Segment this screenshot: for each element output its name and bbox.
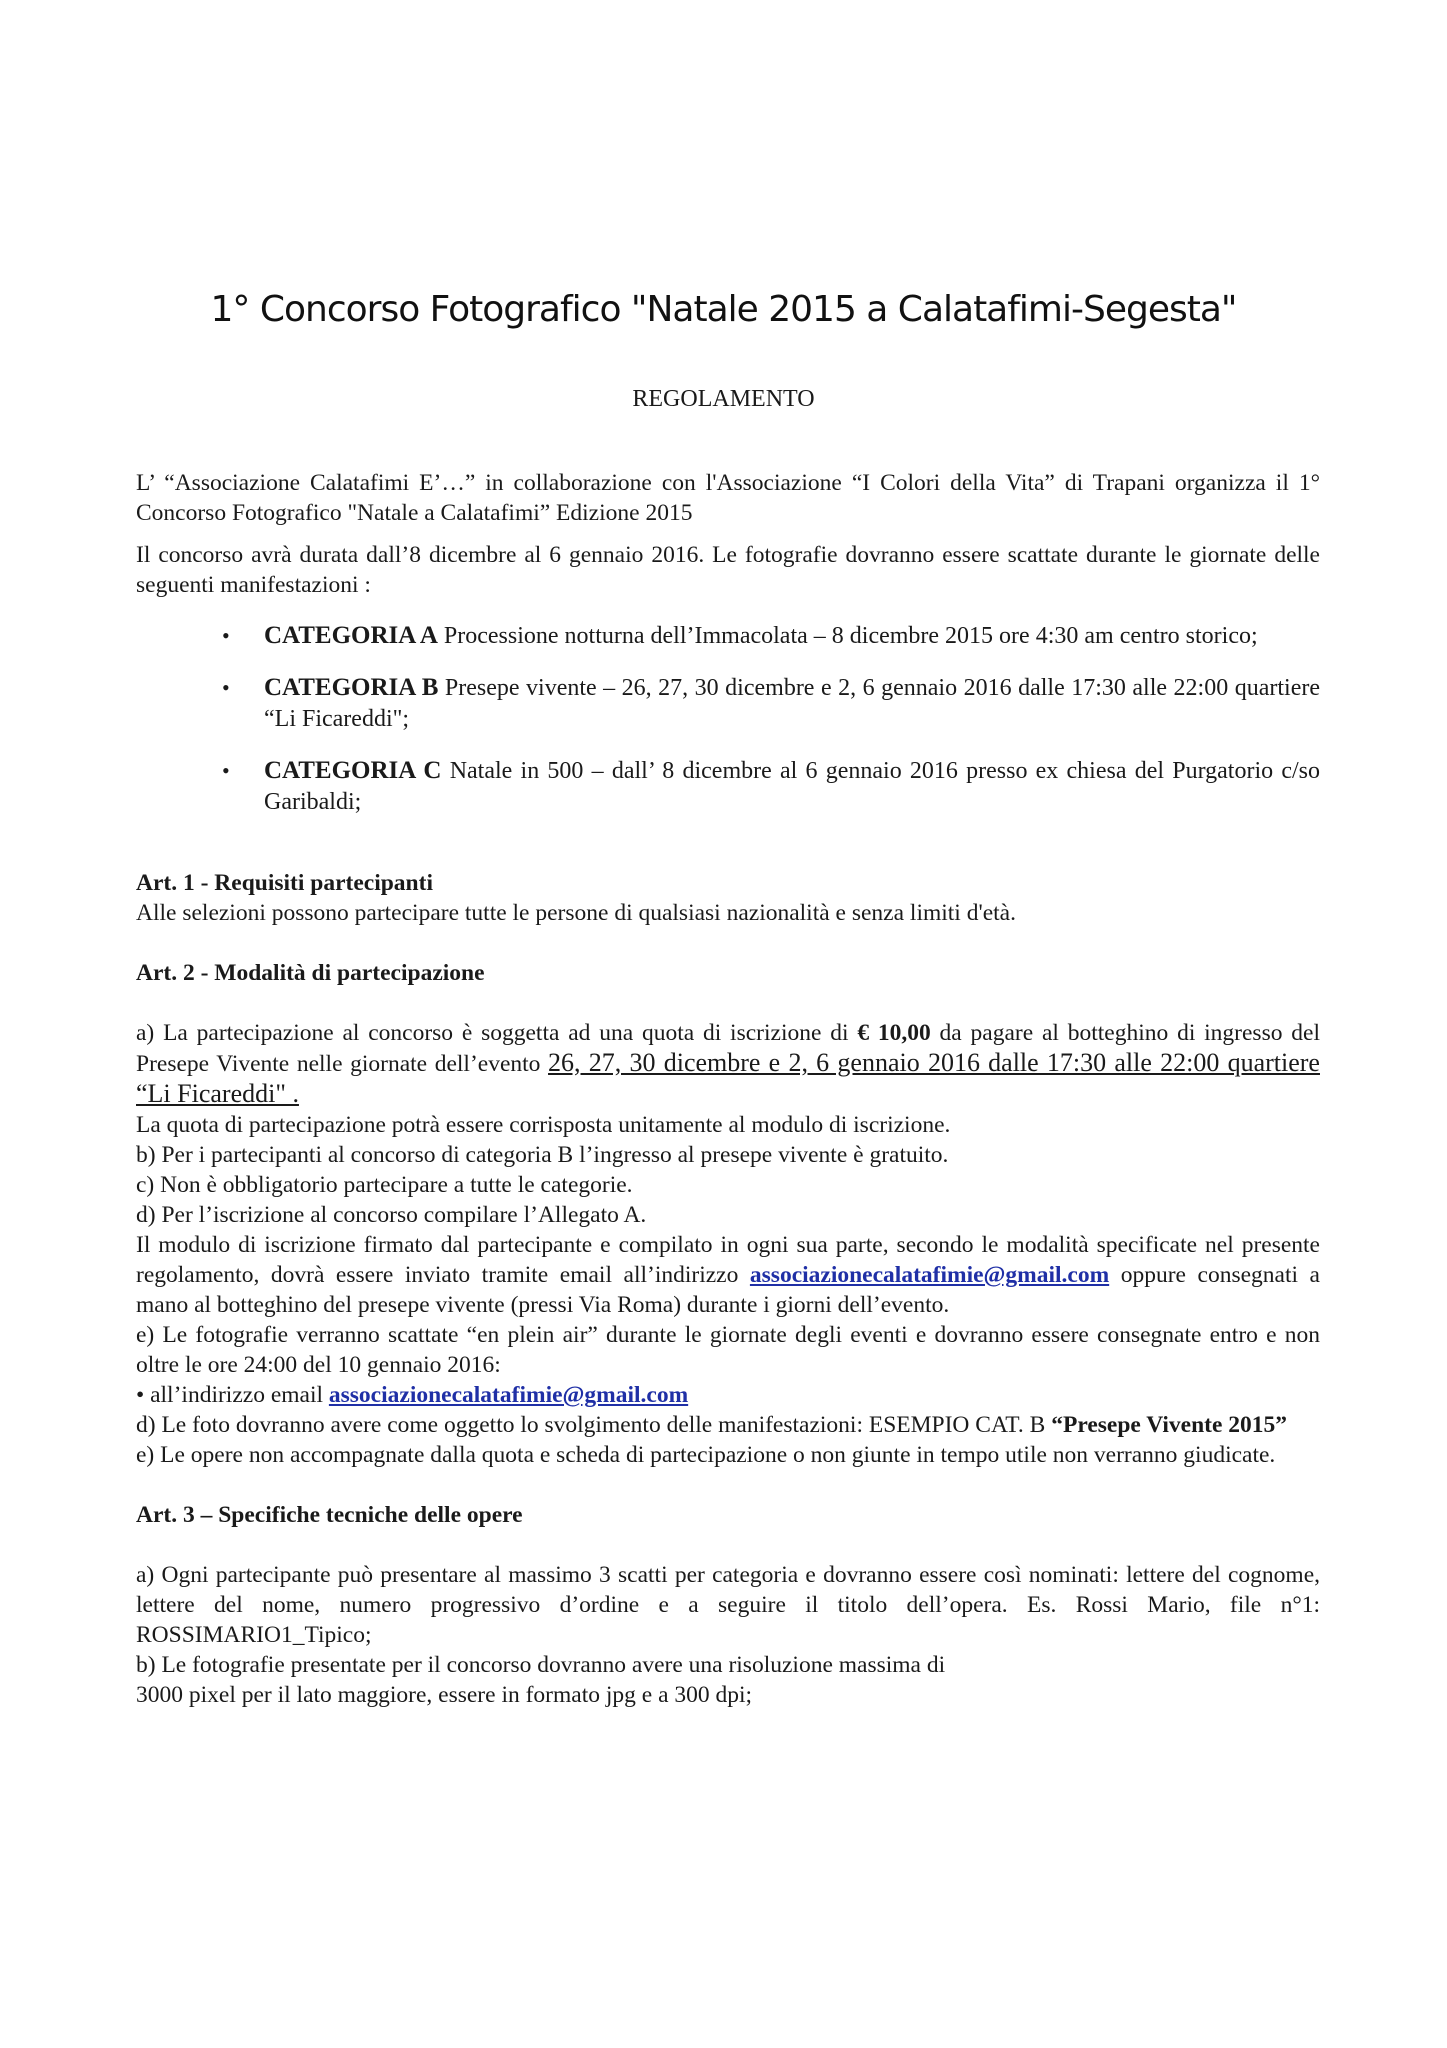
art3-item-b1: b) Le fotografie presentate per il concorso dovranno avere una risoluzione massima di bbox=[136, 1652, 946, 1678]
document-subtitle: REGOLAMENTO bbox=[632, 386, 815, 412]
document-body bbox=[136, 468, 1320, 1710]
category-name: CATEGORIA A bbox=[264, 622, 438, 649]
art2-email-line bbox=[136, 1380, 1320, 1410]
bullet-icon: • bbox=[222, 758, 230, 783]
art2-item-e2: e) Le opere non accompagnate dalla quota e scheda di partecipazione o non giunte in tempo utile non verranno giudicate. bbox=[136, 1442, 1276, 1468]
art2-a-text-2: da pagare al botteghino di ingresso del Presepe Vivente nelle giornate dell’evento bbox=[136, 1020, 1320, 1077]
art2-item-a bbox=[136, 1018, 1320, 1110]
list-item bbox=[222, 620, 1320, 652]
document-title: 1° Concorso Fotografico "Natale 2015 a Calatafimi-Segesta" bbox=[210, 289, 1237, 330]
bullet-icon: • bbox=[222, 675, 230, 700]
category-name: CATEGORIA C bbox=[264, 757, 442, 784]
art3-item-b2: 3000 pixel per il lato maggiore, essere in formato jpg e a 300 dpi; bbox=[136, 1682, 753, 1708]
art2-item-c: c) Non è obbligatorio partecipare a tutte le categorie. bbox=[136, 1172, 633, 1198]
art2-modulo bbox=[136, 1230, 1320, 1320]
list-item bbox=[222, 672, 1320, 735]
art2-item-d2 bbox=[136, 1410, 1320, 1440]
category-name: CATEGORIA B bbox=[264, 674, 439, 701]
email-link[interactable]: associazionecalatafimie@gmail.com bbox=[328, 1382, 689, 1408]
art2-item-b: b) Per i partecipanti al concorso di categoria B l’ingresso al presepe vivente è gratuito. bbox=[136, 1142, 949, 1168]
intro-paragraph-2: Il concorso avrà durata dall’8 dicembre al 6 gennaio 2016. Le fotografie dovranno essere scattate durante le giornate delle seguenti manifestazioni : bbox=[136, 542, 1320, 598]
category-list bbox=[136, 620, 1320, 818]
art1-heading: Art. 1 - Requisiti partecipanti bbox=[136, 870, 433, 896]
art2-d2-text: d) Le foto dovranno avere come oggetto lo svolgimento delle manifestazioni: ESEMPIO CAT. B bbox=[136, 1412, 1052, 1438]
art2-item-d: d) Per l’iscrizione al concorso compilare l’Allegato A. bbox=[136, 1202, 647, 1228]
fee-amount: € 10,00 bbox=[857, 1020, 931, 1046]
art2-modulo-text-2: oppure consegnati a mano al botteghino del presepe vivente (pressi Via Roma) durante i giorni dell’evento. bbox=[136, 1262, 1320, 1318]
art3-heading: Art. 3 – Specifiche tecniche delle opere bbox=[136, 1502, 523, 1528]
art2-heading: Art. 2 - Modalità di partecipazione bbox=[136, 960, 485, 986]
list-item bbox=[222, 755, 1320, 818]
intro-paragraph-1: L’ “Associazione Calatafimi E’…” in collaborazione con l'Associazione “I Colori della Vita” di Trapani organizza il 1° Concorso Fotografico "Natale a Calatafimi” Edizione 2015 bbox=[136, 470, 1320, 526]
art2-quota: La quota di partecipazione potrà essere corrisposta unitamente al modulo di iscrizione. bbox=[136, 1112, 951, 1138]
category-text: Presepe vivente – 26, 27, 30 dicembre e 2, 6 gennaio 2016 dalle 17:30 alle 22:00 quartiere “Li Ficareddi"; bbox=[264, 675, 1320, 732]
art1-text: Alle selezioni possono partecipare tutte le persone di qualsiasi nazionalità e senza limiti d'età. bbox=[136, 900, 1016, 926]
email-link[interactable]: associazionecalatafimie@gmail.com bbox=[749, 1262, 1110, 1288]
email-line-label: • all’indirizzo email bbox=[136, 1382, 329, 1408]
event-dates: 26, 27, 30 dicembre e 2, 6 gennaio 2016 dalle 17:30 alle 22:00 quartiere “Li Ficareddi" . bbox=[136, 1048, 1320, 1108]
category-text: Processione notturna dell’Immacolata – 8 dicembre 2015 ore 4:30 am centro storico; bbox=[437, 623, 1258, 649]
art2-modulo-text: Il modulo di iscrizione firmato dal partecipante e compilato in ogni sua parte, secondo le modalità specificate nel presente regolamento, dovrà essere inviato tramite email all’indirizzo bbox=[136, 1232, 1320, 1288]
art2-a-text: a) La partecipazione al concorso è soggetta ad una quota di iscrizione di bbox=[136, 1020, 858, 1046]
art2-item-e: e) Le fotografie verranno scattate “en plein air” durante le giornate degli eventi e dovranno essere consegnate entro e non oltre le ore 24:00 del 10 gennaio 2016: bbox=[136, 1322, 1320, 1378]
category-text: Natale in 500 – dall’ 8 dicembre al 6 gennaio 2016 presso ex chiesa del Purgatorio c/so Garibaldi; bbox=[264, 758, 1320, 815]
art3-item-a: a) Ogni partecipante può presentare al massimo 3 scatti per categoria e dovranno essere così nominati: lettere del cognome, lettere del nome, numero progressivo d’ordine e a seguire il titolo dell’opera. Es. Rossi Mario, file n°1: ROSSIMARIO1_Tipico; bbox=[136, 1562, 1320, 1648]
bullet-icon: • bbox=[222, 623, 230, 648]
example-title: “Presepe Vivente 2015” bbox=[1051, 1412, 1288, 1438]
